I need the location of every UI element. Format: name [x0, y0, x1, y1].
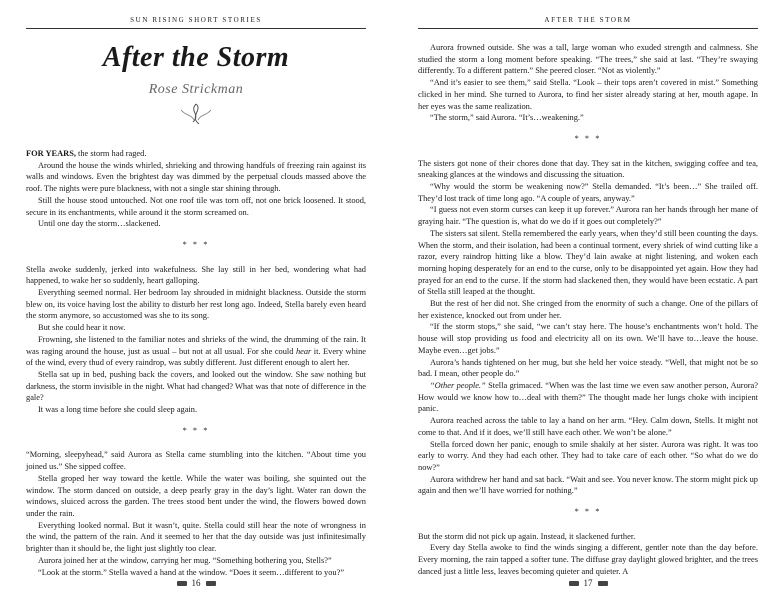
paragraph: Stella groped her way toward the kettle. While the water was boiling, she squinted out the window. The storm danced on outside, a deep pearly gray in the day’s light. Water ran down the windows, sluiced across the garden. The trees stood bent under the wind, the flowers bowed down under the rain. — [26, 473, 366, 518]
paragraph: Everything looked normal. But it wasn’t, quite. Stella could still hear the note of wrongness in the wind, the pattern of the rain. And it seemed to her that the day outside was just infinitesimally brighter than it should be, the light just slightly too clear. — [26, 520, 366, 554]
page-number — [392, 578, 784, 588]
section-separator: * * * — [182, 239, 210, 249]
folio-ornament-icon — [206, 581, 216, 586]
section-separator: * * * — [574, 507, 602, 517]
page-number — [0, 578, 392, 588]
lead-in: FOR YEARS, — [26, 149, 76, 158]
running-head: SUN RISING SHORT STORIES — [130, 16, 262, 24]
running-head: AFTER THE STORM — [544, 16, 632, 24]
paragraph: Still the house stood untouched. Not one roof tile was torn off, not one brick loosened. It stood, secure in its enchantments, while around it the storm screamed on. — [26, 195, 366, 217]
paragraph — [26, 334, 366, 369]
paragraph: It was a long time before she could sleep again. — [38, 405, 198, 415]
paragraph: “If the storm stops,” she said, “we can’t stay here. The house’s enchantments won’t hold. The house will stop providing us food and electricity all on its own. We’ll have to…leave the house. Maybe even…get jobs.” — [418, 322, 758, 355]
paragraph-text: Stella grimaced. “When was the last time we even saw another person, Aurora? How would we know how to…deal with them?” The thought made her lungs choke with incipient panic. — [418, 380, 758, 414]
story-title: After the Storm — [102, 42, 290, 73]
paragraph: Aurora’s hands tightened on her mug, but she held her voice steady. “Well, that might not be so bad. I mean, other people do.” — [418, 357, 758, 379]
header-rule — [26, 28, 366, 29]
body-text — [418, 42, 758, 578]
paragraph: Stella awoke suddenly, jerked into wakefulness. She lay still in her bed, wondering what had happened, to wake her so suddenly, heart galloping. — [26, 264, 366, 286]
paragraph: “Look at the storm.” Stella waved a hand at the window. “Does it seem…different to you?” — [38, 567, 345, 577]
paragraph — [26, 148, 366, 160]
paragraph: The sisters got none of their chores done that day. They sat in the kitchen, swigging coffee and tea, sneaking glances at the windows and discussing the situation. — [418, 158, 758, 180]
paragraph: Around the house the winds whirled, shrieking and throwing handfuls of freezing rain against its walls and windows. Even the brightest day was dimmed by the perpetual clouds massed above the roof. The nights were pure blackness, with not a single star shining through. — [26, 160, 366, 194]
paragraph: The sisters sat silent. Stella remembered the early years, when they’d still been counting the days. When the storm, and their isolation, had been a continual torment, every shriek of wind cutting like a razor, every raindrop hitting like a blow. They’d lain awake at night listening, and woken each morning hoping desperately for an end to the curse, only to be disappointed yet again. How they had prayed for an end to the curse. If the storm had slackened then, they would have been ecstatic. A part of Stella still leaped at the thought. — [418, 228, 758, 297]
paragraph: Stella forced down her panic, enough to smile shakily at her sister. Aurora was right. It was too early to worry. And they had each other. They had to take care of each other. “So what do we do now?” — [418, 439, 758, 472]
folio-ornament-icon — [598, 581, 608, 586]
folio-ornament-icon — [177, 581, 187, 586]
page-number-text: 16 — [191, 578, 201, 588]
paragraph-text: the storm had raged. — [75, 149, 147, 158]
body-text — [26, 148, 366, 578]
paragraph: But the rest of her did not. She cringed from the enormity of such a change. One of the pillars of her existence, knocked out from under her. — [418, 299, 758, 320]
title-flourish — [0, 100, 392, 135]
paragraph: Aurora reached across the table to lay a hand on her arm. “Hey. Calm down, Stells. It might not come to that. And if it does, we’ll still have each other. We won’t be alone.” — [418, 416, 758, 437]
paragraph: “Morning, sleepyhead,” said Aurora as Stella came stumbling into the kitchen. “About time you joined us.” She sipped coffee. — [26, 450, 366, 472]
emphasis: “Other people.” — [430, 380, 486, 390]
folio-ornament-icon — [569, 581, 579, 586]
header-rule — [418, 28, 758, 29]
paragraph: “And it’s easier to see them,” said Stella. “Look – their tops aren’t covered in mist.” Something clicked in her mind. She turned to Aurora, to find her sister already staring at her, mouth agape. In her eyes was the same realization. — [418, 78, 758, 111]
section-separator: * * * — [574, 133, 602, 143]
paragraph: But the storm did not pick up again. Instead, it slackened further. — [418, 531, 636, 541]
section-separator: * * * — [182, 425, 210, 435]
paragraph: Every day Stella awoke to find the winds singing a different, gentler note than the day before. Every morning, the rain tapped a softer tune. The diffuse gray daylight glowed brighter, and the trees danced just a little less, leaves becoming quieter and quieter. A — [418, 543, 758, 576]
flourish-ornament — [141, 100, 251, 130]
paragraph: Until one day the storm…slackened. — [38, 219, 161, 229]
emphasis: hear — [295, 346, 312, 356]
paragraph: “The storm,” said Aurora. “It’s…weakening.” — [430, 113, 584, 123]
paragraph: Aurora joined her at the window, carrying her mug. “Something bothering you, Stells?” — [38, 555, 332, 565]
paragraph: But she could hear it now. — [38, 323, 126, 333]
paragraph: Aurora frowned outside. She was a tall, large woman who exuded strength and calmness. She studied the storm a long moment before speaking. “The trees,” she said at last. “They’re swaying differently. To a different pattern.” She peered closer. “Not as violently.” — [418, 43, 758, 76]
paragraph-text: Frowning, she listened to the familiar notes and shrieks of the wind, the drumming of the rain. It was raging around the house, just as usual – but not at all usual. For she could — [26, 334, 366, 356]
paragraph: Stella sat up in bed, pushing back the covers, and looked out the window. She saw nothing but darkness, the storm invisible in the night. What had changed? What was that note of difference in the gale? — [26, 369, 366, 403]
page-number-text: 17 — [583, 578, 593, 588]
paragraph: “Why would the storm be weakening now?” Stella demanded. “It’s been…” She trailed off. They’d lost track of time long ago. “A couple of years, anyway.” — [418, 182, 758, 203]
paragraph: “I guess not even storm curses can keep it up forever.” Aurora ran her hands through her mane of graying hair. “The question is, what do we do if it goes out completely?” — [418, 205, 758, 227]
paragraph — [418, 380, 758, 415]
paragraph: Everything seemed normal. Her bedroom lay shrouded in midnight blackness. Outside the storm blew on, its voice having lost the ability to disturb her rest long ago. Indeed, Stella barely even heard the storm anymore, so accustomed was she to its song. — [26, 288, 366, 321]
paragraph-text: it. Every whine of the wind, every thud of every raindrop, was subtly different. Just different enough to alert her. — [26, 346, 366, 368]
paragraph: Aurora withdrew her hand and sat back. “Wait and see. You never know. The storm might pick up again and then we’ll have worried for nothing.” — [418, 474, 758, 496]
right-page — [392, 0, 784, 600]
story-author: Rose Strickman — [148, 82, 244, 97]
